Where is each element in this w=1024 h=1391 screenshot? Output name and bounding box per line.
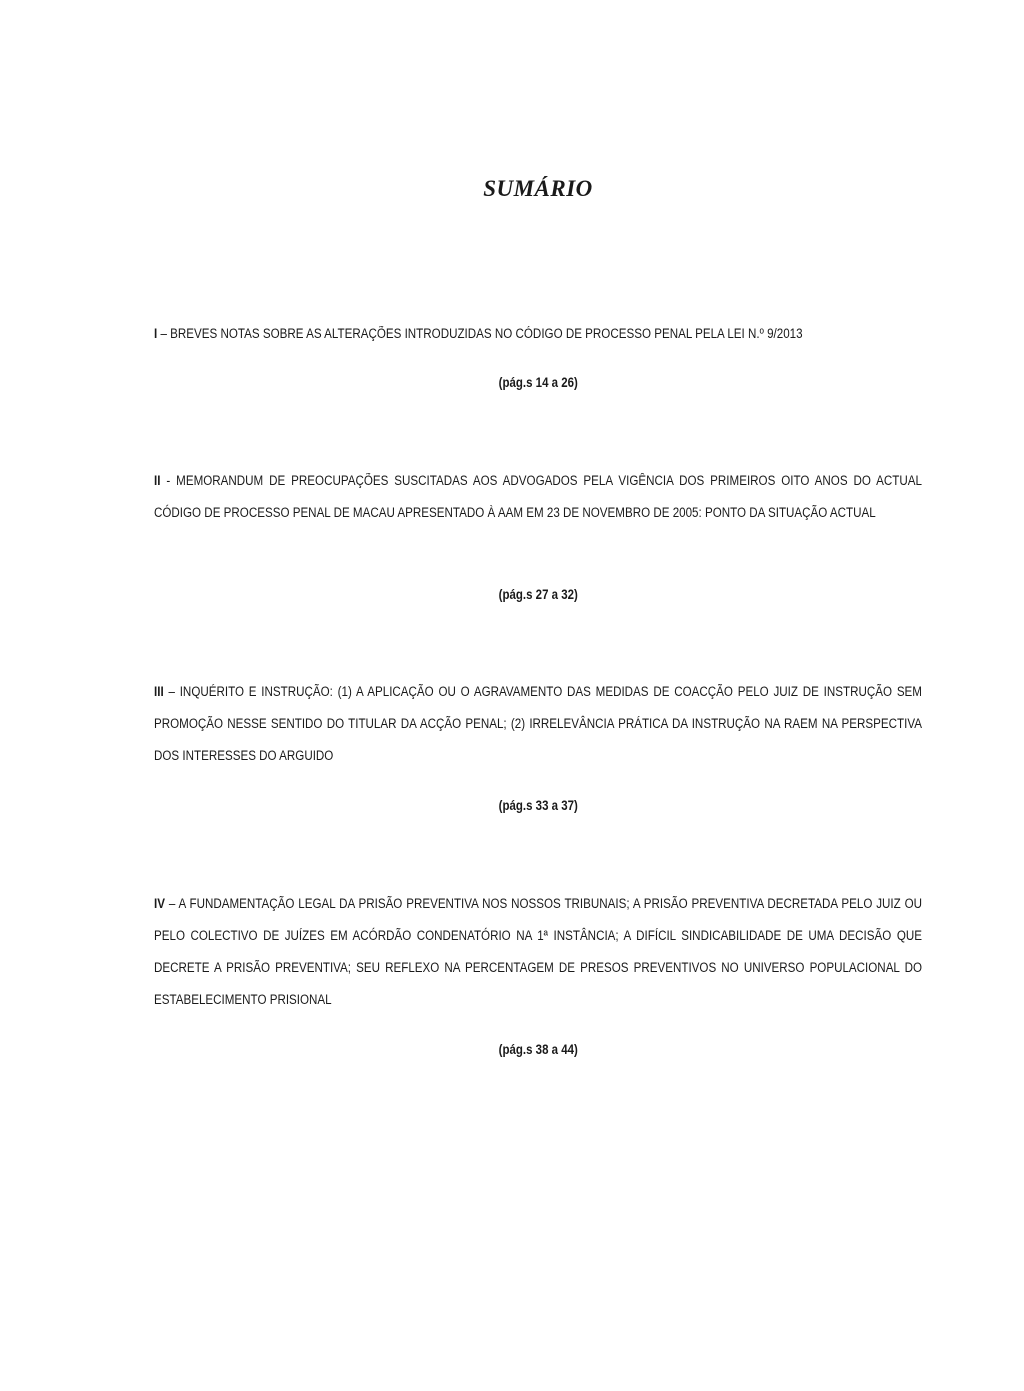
entry-number: III bbox=[154, 684, 164, 699]
summary-entry-4 bbox=[154, 888, 922, 1016]
entry-number: IV bbox=[154, 896, 165, 911]
entry-text: INQUÉRITO E INSTRUÇÃO: (1) A APLICAÇÃO OU O AGRAVAMENTO DAS MEDIDAS DE COACÇÃO PELO JUIZ DE INSTRUÇÃO SEM PROMOÇÃO NESSE SENTIDO DO TITULAR DA ACÇÃO PENAL; (2) IRRELEVÂNCIA PRÁTICA DA INSTRUÇÃO NA RAEM NA PERSPECTIVA DOS INTERESSES DO ARGUIDO bbox=[154, 684, 922, 763]
entry-number: I bbox=[154, 326, 158, 341]
entry-text: MEMORANDUM DE PREOCUPAÇÕES SUSCITADAS AOS ADVOGADOS PELA VIGÊNCIA DOS PRIMEIROS OITO ANOS DO ACTUAL CÓDIGO DE PROCESSO PENAL DE MACAU APRESENTADO À AAM EM 23 DE NOVEMBRO DE 2005: PONTO DA SITUAÇÃO ACTUAL bbox=[154, 473, 922, 520]
entry-separator: – bbox=[157, 326, 171, 341]
summary-entry-2 bbox=[154, 465, 922, 529]
entry-number: II bbox=[154, 473, 161, 488]
summary-entry-1 bbox=[154, 318, 922, 350]
entry-text: BREVES NOTAS SOBRE AS ALTERAÇÕES INTRODUZIDAS NO CÓDIGO DE PROCESSO PENAL PELA LEI N.º 9/2013 bbox=[170, 326, 803, 341]
summary-entry-3 bbox=[154, 676, 922, 772]
entry-separator: – bbox=[164, 896, 179, 911]
entry-text: A FUNDAMENTAÇÃO LEGAL DA PRISÃO PREVENTIVA NOS NOSSOS TRIBUNAIS; A PRISÃO PREVENTIVA DECRETADA PELO JUIZ OU PELO COLECTIVO DE JUÍZES EM ACÓRDÃO CONDENATÓRIO NA 1ª INSTÂNCIA; A DIFÍCIL SINDICABILIDADE DE UMA DECISÃO QUE DECRETE A PRISÃO PREVENTIVA; SEU REFLEXO NA PERCENTAGEM DE PRESOS PREVENTIVOS NO UNIVERSO POPULACIONAL DO ESTABELECIMENTO PRISIONAL bbox=[154, 896, 922, 1007]
page-range-text: (pág.s 38 a 44) bbox=[498, 1041, 578, 1057]
page-title: SUMÁRIO bbox=[483, 176, 593, 201]
entry-separator: - bbox=[160, 473, 177, 488]
entry-separator: – bbox=[163, 684, 180, 699]
page-range-1 bbox=[0, 372, 1024, 392]
page-range-text: (pág.s 14 a 26) bbox=[498, 374, 578, 390]
page-range-2 bbox=[0, 584, 1024, 604]
page-range-text: (pág.s 27 a 32) bbox=[498, 586, 578, 602]
page-range-4 bbox=[0, 1039, 1024, 1059]
page-range-3 bbox=[0, 795, 1024, 815]
page-range-text: (pág.s 33 a 37) bbox=[498, 797, 578, 813]
